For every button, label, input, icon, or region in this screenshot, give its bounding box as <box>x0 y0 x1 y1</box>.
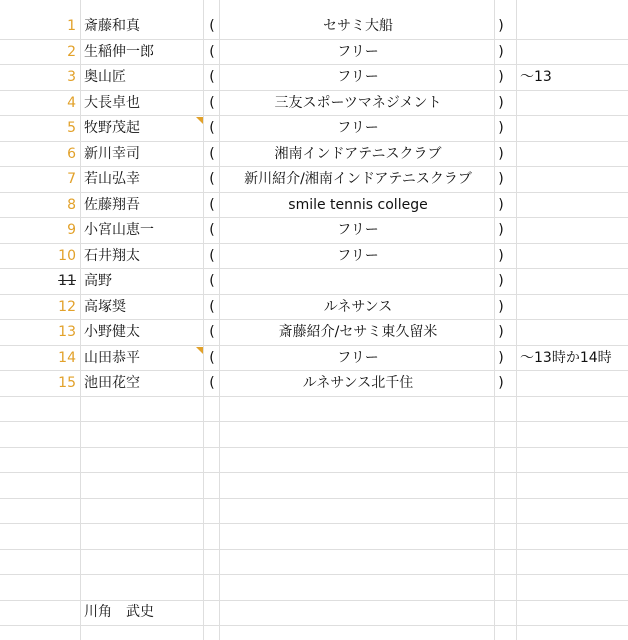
close-paren-cell[interactable]: ) <box>498 349 504 366</box>
player-name-cell[interactable]: 新川幸司 <box>84 145 140 162</box>
close-paren-cell[interactable]: ) <box>498 273 504 289</box>
row-number[interactable]: 10 <box>58 247 76 264</box>
note-cell[interactable] <box>520 320 628 345</box>
table-row[interactable] <box>0 40 628 66</box>
close-paren-cell[interactable]: ) <box>498 43 504 60</box>
open-paren-cell[interactable]: ( <box>209 171 215 187</box>
table-row[interactable] <box>0 91 628 117</box>
note-cell[interactable] <box>520 371 628 396</box>
close-paren-cell[interactable]: ) <box>498 120 504 136</box>
note-cell[interactable] <box>520 244 628 269</box>
open-paren-cell[interactable]: ( <box>209 69 215 85</box>
table-row[interactable] <box>0 167 628 193</box>
table-row[interactable] <box>0 14 628 40</box>
close-paren-cell[interactable]: ) <box>498 18 504 34</box>
empty-row[interactable] <box>0 524 628 550</box>
club-cell[interactable]: 三友スポーツマネジメント <box>274 94 442 111</box>
table-row[interactable] <box>0 142 628 168</box>
empty-row[interactable] <box>0 550 628 576</box>
close-paren-cell[interactable]: ) <box>498 298 504 315</box>
open-paren-cell[interactable]: ( <box>209 324 215 340</box>
comment-indicator-icon[interactable] <box>196 347 203 354</box>
table-row[interactable] <box>0 346 628 372</box>
note-cell[interactable] <box>520 40 628 65</box>
club-cell[interactable]: フリー <box>337 69 379 85</box>
close-paren-cell[interactable]: ) <box>498 94 504 111</box>
note-cell[interactable] <box>520 91 628 116</box>
close-paren-cell[interactable]: ) <box>498 222 504 238</box>
club-cell[interactable]: ルネサンス <box>323 298 393 315</box>
player-name-cell[interactable]: 山田恭平 <box>84 349 140 366</box>
open-paren-cell[interactable]: ( <box>209 375 215 391</box>
note-cell[interactable] <box>520 269 628 294</box>
close-paren-cell[interactable]: ) <box>498 247 504 264</box>
row-number[interactable]: 7 <box>67 171 76 187</box>
open-paren-cell[interactable]: ( <box>209 222 215 238</box>
close-paren-cell[interactable]: ) <box>498 145 504 162</box>
player-name-cell[interactable]: 若山弘幸 <box>84 171 140 187</box>
club-cell[interactable]: フリー <box>337 349 379 366</box>
open-paren-cell[interactable]: ( <box>209 247 215 264</box>
player-name-cell[interactable]: 生稲伸一郎 <box>84 43 154 60</box>
row-number[interactable]: 3 <box>67 69 76 85</box>
row-number[interactable]: 5 <box>67 120 76 136</box>
player-name-cell[interactable]: 高野 <box>84 273 112 289</box>
player-name-cell[interactable]: 高塚奨 <box>84 298 126 315</box>
club-cell[interactable]: フリー <box>337 43 379 60</box>
table-row[interactable] <box>0 320 628 346</box>
empty-row[interactable] <box>0 448 628 474</box>
row-number[interactable]: 4 <box>67 94 76 111</box>
row-number[interactable]: 6 <box>67 145 76 162</box>
row-number[interactable]: 1 <box>67 18 76 34</box>
open-paren-cell[interactable]: ( <box>209 43 215 60</box>
close-paren-cell[interactable]: ) <box>498 171 504 187</box>
empty-row[interactable] <box>0 575 628 601</box>
open-paren-cell[interactable]: ( <box>209 349 215 366</box>
club-cell[interactable]: smile tennis college <box>288 196 428 213</box>
note-cell[interactable]: 〜13時か14時 <box>520 349 612 366</box>
row-number[interactable]: 9 <box>67 222 76 238</box>
note-cell[interactable] <box>520 167 628 192</box>
club-cell[interactable]: 新川紹介/湘南インドアテニスクラブ <box>244 171 472 187</box>
club-cell[interactable]: ルネサンス北千住 <box>302 375 414 391</box>
row-number[interactable]: 2 <box>67 43 76 60</box>
row-number[interactable]: 13 <box>58 324 76 340</box>
player-name-cell[interactable]: 大長卓也 <box>84 94 140 111</box>
table-row[interactable] <box>0 244 628 270</box>
player-name-cell[interactable]: 小野健太 <box>84 324 140 340</box>
player-name-cell[interactable]: 牧野茂起 <box>84 120 140 136</box>
empty-row[interactable] <box>0 473 628 499</box>
footer-name-cell[interactable]: 川角 武史 <box>84 604 154 620</box>
table-row[interactable] <box>0 269 628 295</box>
row-number[interactable]: 14 <box>58 349 76 366</box>
club-cell[interactable]: フリー <box>337 247 379 264</box>
open-paren-cell[interactable]: ( <box>209 298 215 315</box>
open-paren-cell[interactable]: ( <box>209 18 215 34</box>
club-cell[interactable] <box>222 269 494 294</box>
row-number[interactable]: 8 <box>67 196 76 213</box>
open-paren-cell[interactable]: ( <box>209 196 215 213</box>
player-name-cell[interactable]: 石井翔太 <box>84 247 140 264</box>
comment-indicator-icon[interactable] <box>196 117 203 124</box>
club-cell[interactable]: 湘南インドアテニスクラブ <box>274 145 442 162</box>
note-cell[interactable] <box>520 142 628 167</box>
note-cell[interactable] <box>520 193 628 218</box>
close-paren-cell[interactable]: ) <box>498 375 504 391</box>
player-name-cell[interactable]: 奥山匠 <box>84 69 126 85</box>
row-number[interactable]: 11 <box>58 273 76 289</box>
player-name-cell[interactable]: 斎藤和真 <box>84 18 140 34</box>
note-cell[interactable] <box>520 295 628 320</box>
open-paren-cell[interactable]: ( <box>209 145 215 162</box>
row-number[interactable]: 15 <box>58 375 76 391</box>
open-paren-cell[interactable]: ( <box>209 94 215 111</box>
table-row[interactable] <box>0 218 628 244</box>
close-paren-cell[interactable]: ) <box>498 324 504 340</box>
empty-row[interactable] <box>0 422 628 448</box>
empty-row[interactable] <box>0 499 628 525</box>
note-cell[interactable]: 〜13 <box>520 69 552 85</box>
player-name-cell[interactable]: 池田花空 <box>84 375 140 391</box>
close-paren-cell[interactable]: ) <box>498 69 504 85</box>
table-row[interactable] <box>0 193 628 219</box>
table-row[interactable] <box>0 116 628 142</box>
row-number[interactable]: 12 <box>58 298 76 315</box>
table-row[interactable] <box>0 65 628 91</box>
player-name-cell[interactable]: 佐藤翔吾 <box>84 196 140 213</box>
open-paren-cell[interactable]: ( <box>209 120 215 136</box>
club-cell[interactable]: フリー <box>337 222 379 238</box>
table-row[interactable] <box>0 295 628 321</box>
club-cell[interactable]: フリー <box>337 120 379 136</box>
table-row[interactable] <box>0 371 628 397</box>
note-cell[interactable] <box>520 218 628 243</box>
empty-row[interactable] <box>0 397 628 423</box>
open-paren-cell[interactable]: ( <box>209 273 215 289</box>
note-cell[interactable] <box>520 14 628 39</box>
note-cell[interactable] <box>520 116 628 141</box>
close-paren-cell[interactable]: ) <box>498 196 504 213</box>
club-cell[interactable]: 斎藤紹介/セサミ東久留米 <box>278 324 438 340</box>
club-cell[interactable]: セサミ大船 <box>323 18 393 34</box>
player-name-cell[interactable]: 小宮山恵一 <box>84 222 154 238</box>
